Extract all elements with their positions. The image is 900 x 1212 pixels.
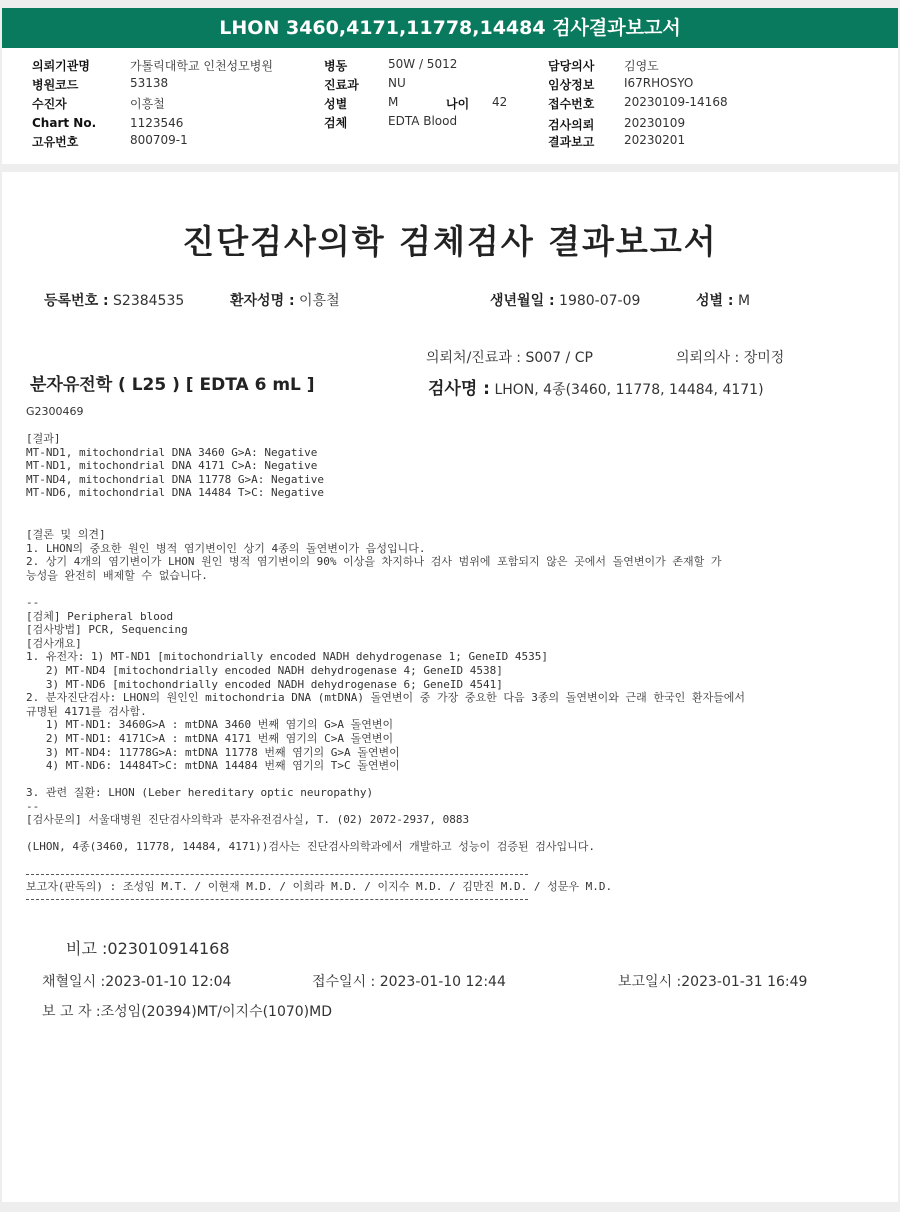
request-info-header xyxy=(2,48,898,164)
separator-bottom xyxy=(26,899,528,900)
request-date-label: 검사의뢰 xyxy=(548,118,595,132)
age-label: 나이 xyxy=(446,97,470,111)
test-name xyxy=(428,374,764,399)
separator-top xyxy=(26,874,528,875)
registration-no xyxy=(44,290,184,310)
chart-no-value: 1123546 xyxy=(130,116,184,130)
method-block: -- [검체] Peripheral blood [검사방법] PCR, Sequencing [검사개요] 1. 유전자: 1) MT-ND1 [mitochondrially encoded NADH dehydrogenase 1; GeneID 4535] 2) MT-ND4 [mitochondrially encoded NADH dehydrogenase 4; GeneID 4538] 3) MT-ND6 [mitochondrially encoded NADH dehydrogenase 6; GeneID 4541] 2. 분자진단검사: LHON의 원인인 mitochondria DNA (mtDNA) 돌연변이 중 가장 중요한 다음 3종의 돌연변이와 근래 한국인 환자들에서 규명된 4171를 검사함. 1) MT-ND1: 3460G>A : mtDNA 3460 번째 염기의 G>A 돌연변이 2) MT-ND1: 4171C>A : mtDNA 4171 번째 염기의 C>A 돌연변이 3) MT-ND4: 11778G>A: mtDNA 11778 번째 염기의 G>A 돌연변이 4) MT-ND6: 14484T>C: mtDNA 14484 번째 염기의 T>C 돌연변이 xyxy=(26,596,746,773)
reporters-line: 보고자(판독의) : 조성임 M.T. / 이현재 M.D. / 이희라 M.D. / 이지수 M.D. / 김만진 M.D. / 성문우 M.D. xyxy=(26,880,613,893)
patient-value: 이흥철 xyxy=(130,97,165,111)
birth-date xyxy=(490,290,640,310)
ward-label: 병동 xyxy=(324,59,348,73)
result-block: [결과] MT-ND1, mitochondrial DNA 3460 G>A: Negative MT-ND1, mitochondrial DNA 4171 C>A: Negative MT-ND4, mitochondrial DNA 11778 G>A: Negative MT-ND6, mitochondrial DNA 14484 T>C: Negative xyxy=(26,432,325,500)
sex-label: 성별 xyxy=(324,97,348,111)
clinical-info-label: 임상정보 xyxy=(548,78,595,92)
patient-label: 수진자 xyxy=(32,97,67,111)
patient-name-label: 환자성명 : xyxy=(230,293,295,309)
section-title: 분자유전학 ( L25 ) [ EDTA 6 mL ] xyxy=(30,375,315,395)
birth-date-label: 생년월일 : xyxy=(490,293,555,309)
report-title-bar: LHON 3460,4171,11778,14484 검사결과보고서 xyxy=(2,8,898,48)
remark: 비고 :023010914168 xyxy=(66,939,230,958)
chart-no-label: Chart No. xyxy=(32,116,97,130)
result-date-label: 결과보고 xyxy=(548,135,595,149)
patient-name xyxy=(230,290,340,310)
specimen-label: 검체 xyxy=(324,116,348,130)
requesting-doctor: 의뢰의사 : 장미정 xyxy=(676,350,785,366)
attending-doctor-label: 담당의사 xyxy=(548,59,595,73)
ward-value: 50W / 5012 xyxy=(388,57,458,71)
department-value: NU xyxy=(388,76,406,90)
receipt-no-value: 20230109-14168 xyxy=(624,95,728,109)
attending-doctor-value: 김영도 xyxy=(624,59,659,73)
hospital-code-label: 병원코드 xyxy=(32,78,79,92)
birth-date-value: 1980-07-09 xyxy=(559,293,641,309)
specimen-code: G2300469 xyxy=(26,405,84,418)
specimen-value: EDTA Blood xyxy=(388,114,458,128)
document-title: 진단검사의학 검체검사 결과보고서 xyxy=(182,222,718,261)
clinical-info-value: I67RHOSYO xyxy=(624,76,694,90)
institution-label: 의뢰기관명 xyxy=(32,59,90,73)
request-date-value: 20230109 xyxy=(624,116,686,130)
registration-no-value: S2384535 xyxy=(113,293,185,309)
unique-id-value: 800709-1 xyxy=(130,133,188,147)
institution-value: 가톨릭대학교 인천성모병원 xyxy=(130,59,273,73)
unique-id-label: 고유번호 xyxy=(32,135,79,149)
test-name-value: LHON, 4종(3460, 11778, 14484, 4171) xyxy=(494,382,764,398)
receipt-no-label: 접수번호 xyxy=(548,97,595,111)
age-value: 42 xyxy=(492,95,508,109)
opinion-block: [결론 및 의견] 1. LHON의 중요한 원인 병적 염기변이인 상기 4종의 돌연변이가 음성입니다. 2. 상기 4개의 염기변이가 LHON 원인 병적 염기변이의 90% 이상을 차지하나 검사 범위에 포함되지 않은 곳에서 돌연변이가 존재할 가 능성을 완전히 배제할 수 없습니다. xyxy=(26,528,722,582)
test-name-label: 검사명 : xyxy=(428,379,490,399)
inquiry-line: [검사문의] 서울대병원 진단검사의학과 분자유전검사실, T. (02) 2072-2937, 0883 xyxy=(26,813,470,826)
patient-sex-label: 성별 : xyxy=(696,293,734,309)
sex-value: M xyxy=(388,95,399,109)
department-label: 진료과 xyxy=(324,78,359,92)
patient-sex xyxy=(696,290,750,310)
validation-note: (LHON, 4종(3460, 11778, 14484, 4171))검사는 진단검사의학과에서 개발하고 성능이 검증된 검사입니다. xyxy=(26,840,596,853)
patient-sex-value: M xyxy=(737,293,751,309)
hospital-code-value: 53138 xyxy=(130,76,169,90)
collection-time: 채혈일시 :2023-01-10 12:04 xyxy=(42,974,232,990)
reporter-signature: 보 고 자 :조성임(20394)MT/이지수(1070)MD xyxy=(42,1004,333,1020)
report-time: 보고일시 :2023-01-31 16:49 xyxy=(618,974,808,990)
report-document xyxy=(2,172,898,1202)
related-disease-block: 3. 관련 질환: LHON (Leber hereditary optic neuropathy) -- xyxy=(26,786,374,813)
result-date-value: 20230201 xyxy=(624,133,686,147)
requesting-department: 의뢰처/진료과 : S007 / CP xyxy=(426,350,593,366)
registration-no-label: 등록번호 : xyxy=(44,293,109,309)
receipt-time: 접수일시 : 2023-01-10 12:44 xyxy=(312,974,506,990)
patient-name-value: 이흥철 xyxy=(299,293,340,309)
